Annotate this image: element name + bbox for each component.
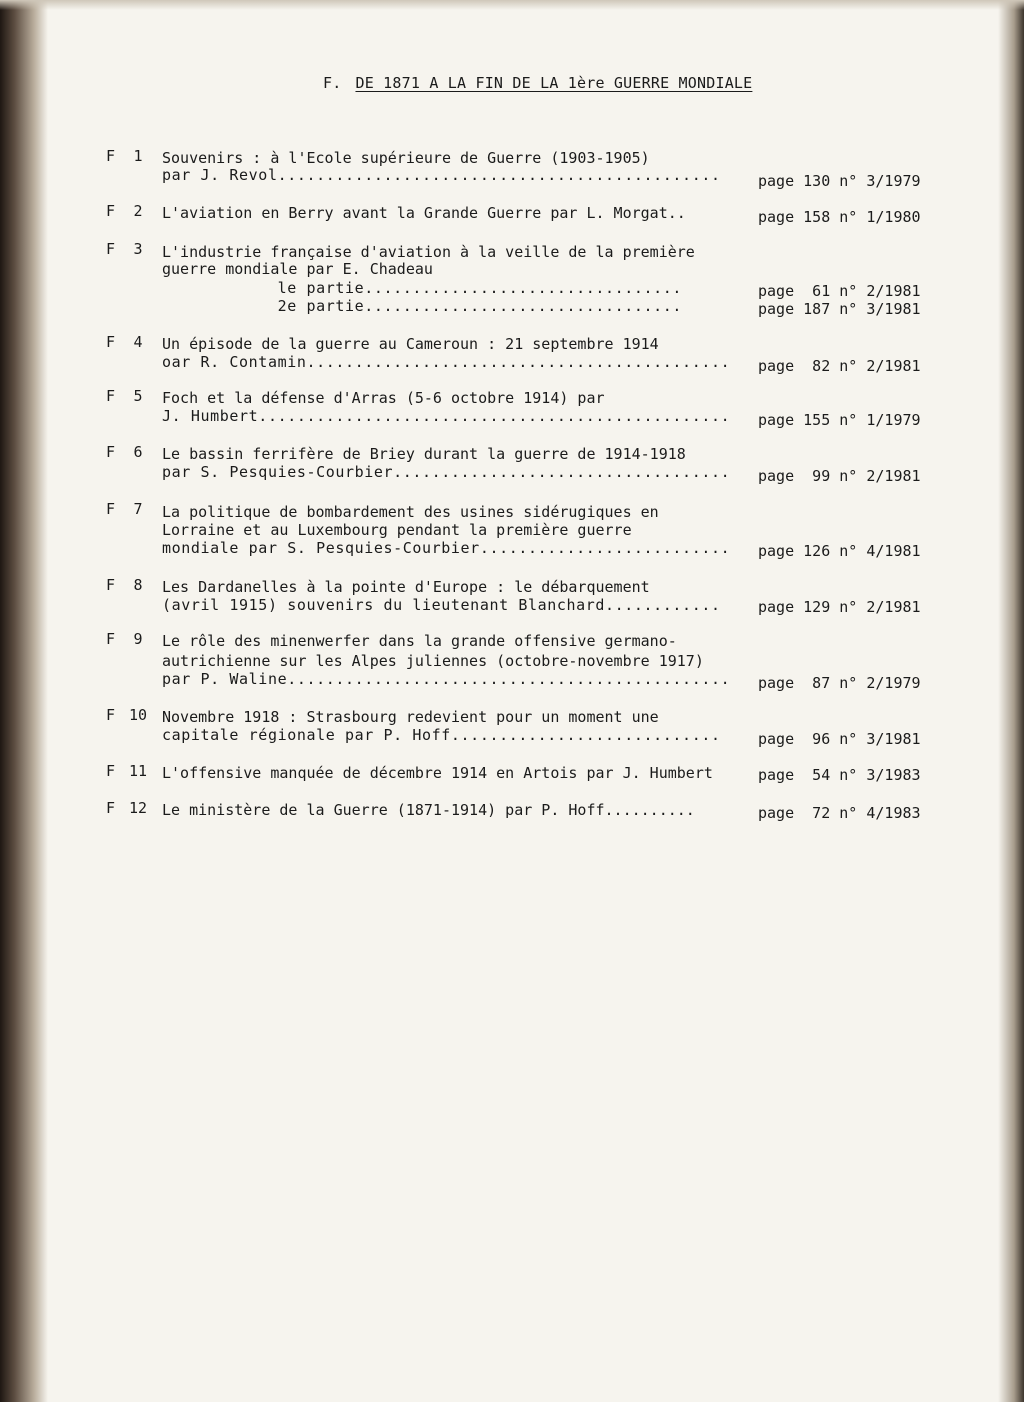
entry-line: capitale régionale par P. Hoff............................ xyxy=(162,726,721,744)
entry-code-letter: F xyxy=(106,762,116,780)
entry-line: guerre mondiale par E. Chadeau xyxy=(162,260,433,278)
entry-line: Souvenirs : à l'Ecole supérieure de Guerre (1903-1905) xyxy=(162,149,650,167)
entry-code-number: 6 xyxy=(133,443,143,461)
section-heading xyxy=(323,74,752,92)
entry-code-letter: F xyxy=(106,576,116,594)
entry-code-number: 9 xyxy=(133,630,143,648)
entry-code-letter: F xyxy=(106,240,116,258)
entry-line: par P. Waline.............................................. xyxy=(162,670,731,688)
entry-reference: page 61 n° 2/1981 xyxy=(758,282,921,300)
entry-line: 2e partie................................. xyxy=(162,297,683,315)
section-letter: F. xyxy=(323,74,342,92)
entry-line: Foch et la défense d'Arras (5-6 octobre 1914) par xyxy=(162,389,605,407)
entry-line: par S. Pesquies-Courbier................................... xyxy=(162,463,731,481)
entry-line: par J. Revol.............................................. xyxy=(162,166,721,184)
entry-code-number: 3 xyxy=(133,240,143,258)
entry-line: autrichienne sur les Alpes juliennes (octobre-novembre 1917) xyxy=(162,652,704,670)
entry-line: Novembre 1918 : Strasbourg redevient pour un moment une xyxy=(162,708,659,726)
entry-code-number: 10 xyxy=(128,706,148,724)
entry-code-letter: F xyxy=(106,630,116,648)
entry-code-letter: F xyxy=(106,799,116,817)
entry-reference: page 158 n° 1/1980 xyxy=(758,208,921,226)
section-title: DE 1871 A LA FIN DE LA 1ère GUERRE MONDIALE xyxy=(355,74,753,92)
entry-code-letter: F xyxy=(106,443,116,461)
entry-line: L'offensive manquée de décembre 1914 en Artois par J. Humbert xyxy=(162,764,713,782)
entry-line: Le ministère de la Guerre (1871-1914) par P. Hoff.......... xyxy=(162,801,695,819)
entry-code-letter: F xyxy=(106,202,116,220)
entry-code-number: 11 xyxy=(128,762,148,780)
entry-reference: page 54 n° 3/1983 xyxy=(758,766,921,784)
page-edge-shadow xyxy=(998,0,1024,1402)
entry-line: le partie................................. xyxy=(162,279,683,297)
entry-code-number: 5 xyxy=(133,387,143,405)
entry-reference: page 126 n° 4/1981 xyxy=(758,542,921,560)
entry-line: L'industrie française d'aviation à la veille de la première xyxy=(162,243,695,261)
entry-code-letter: F xyxy=(106,500,116,518)
entry-code-number: 1 xyxy=(133,147,143,165)
entry-code-number: 2 xyxy=(133,202,143,220)
entry-line: Le bassin ferrifère de Briey durant la guerre de 1914-1918 xyxy=(162,445,686,463)
entry-reference: page 87 n° 2/1979 xyxy=(758,674,921,692)
entry-reference: page 99 n° 2/1981 xyxy=(758,467,921,485)
entry-code-number: 7 xyxy=(133,500,143,518)
entry-line: mondiale par S. Pesquies-Courbier.......................... xyxy=(162,539,731,557)
entry-reference: page 96 n° 3/1981 xyxy=(758,730,921,748)
entry-code-letter: F xyxy=(106,387,116,405)
page-top-edge xyxy=(0,0,1024,10)
entry-line: L'aviation en Berry avant la Grande Guerre par L. Morgat.. xyxy=(162,204,686,222)
entry-code-number: 4 xyxy=(133,333,143,351)
entry-line: Le rôle des minenwerfer dans la grande offensive germano- xyxy=(162,632,677,650)
entry-line: J. Humbert................................................. xyxy=(162,407,731,425)
entry-line: Un épisode de la guerre au Cameroun : 21 septembre 1914 xyxy=(162,335,659,353)
entry-line: Les Dardanelles à la pointe d'Europe : le débarquement xyxy=(162,578,650,596)
entry-reference: page 130 n° 3/1979 xyxy=(758,172,921,190)
page-binding-shadow xyxy=(0,0,48,1402)
entry-reference: page 72 n° 4/1983 xyxy=(758,804,921,822)
entry-code-number: 8 xyxy=(133,576,143,594)
entry-code-letter: F xyxy=(106,333,116,351)
entry-reference: page 129 n° 2/1981 xyxy=(758,598,921,616)
entry-reference: page 155 n° 1/1979 xyxy=(758,411,921,429)
entry-code-number: 12 xyxy=(128,799,148,817)
entry-code-letter: F xyxy=(106,706,116,724)
entry-line: La politique de bombardement des usines sidérugiques en xyxy=(162,503,659,521)
entry-line: oar R. Contamin............................................ xyxy=(162,353,731,371)
entry-line: Lorraine et au Luxembourg pendant la première guerre xyxy=(162,521,632,539)
entry-reference: page 187 n° 3/1981 xyxy=(758,300,921,318)
entry-line: (avril 1915) souvenirs du lieutenant Blanchard............ xyxy=(162,596,721,614)
entry-code-letter: F xyxy=(106,147,116,165)
entry-reference: page 82 n° 2/1981 xyxy=(758,357,921,375)
